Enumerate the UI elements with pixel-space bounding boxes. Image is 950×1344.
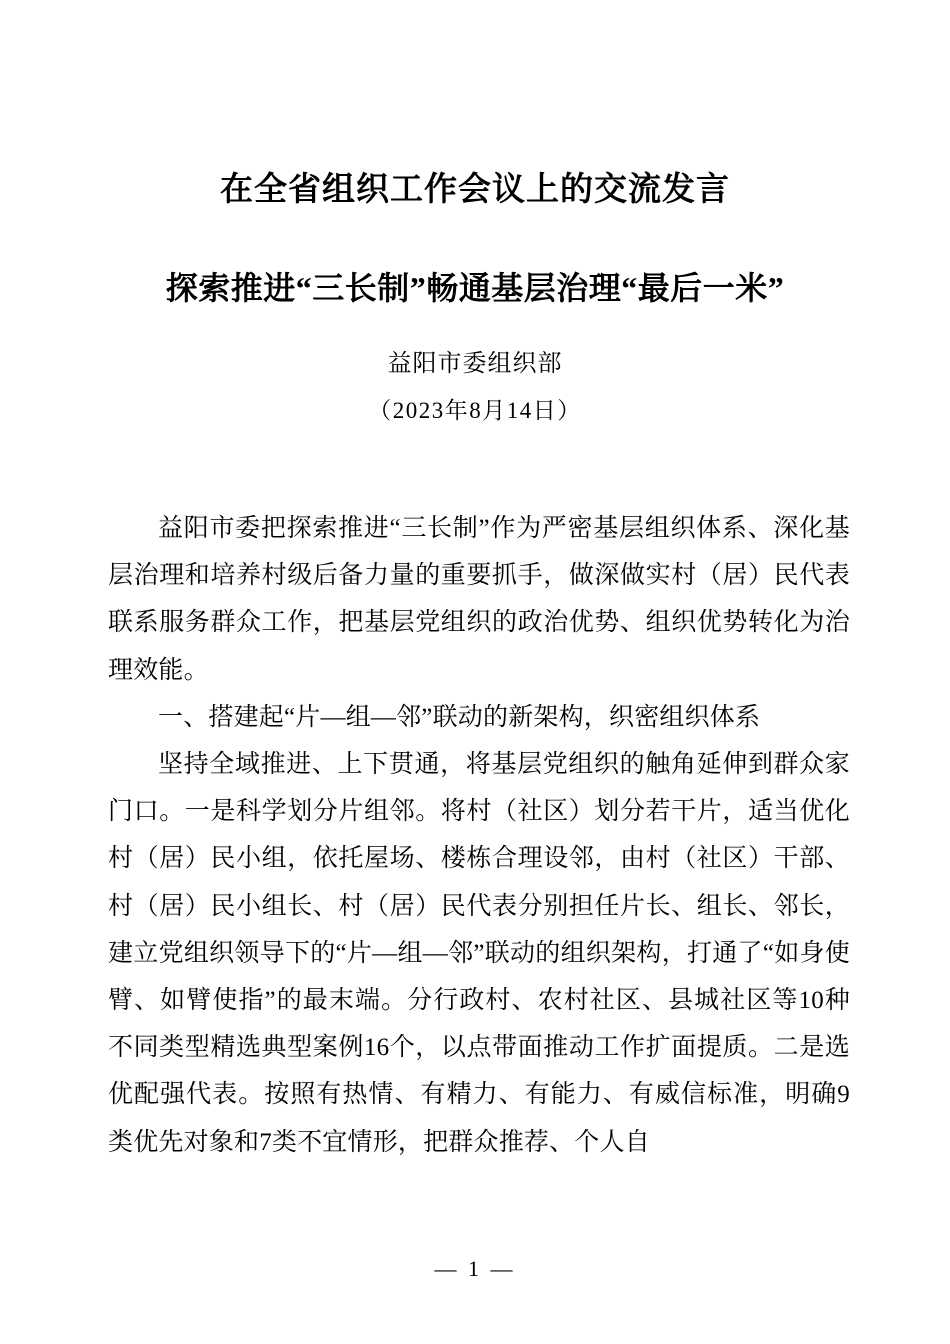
page-number-footer: — 1 — [434,1256,516,1281]
document-date: （2023年8月14日） [368,398,582,423]
document-subtitle: 探索推进“三长制”畅通基层治理“最后一米” [165,270,785,306]
page-title: 在全省组织工作会议上的交流发言 [220,172,730,208]
body-paragraph: 坚持全域推进、上下贯通，将基层党组织的触角延伸到群众家门口。一是科学划分片组邻。将村（社区）划分若干片，适当优化村（居）民小组，依托屋场、楼栋合理设邻，由村（社区）干部、村（居）民小组长、村（居）民代表分别担任片长、组长、邻长，建立党组织领导下的“片—组—邻”联动的组织架构，打通了“如身使臂、如臂使指”的最末端。分行政村、农村社区、县城社区等10种不同类型精选典型案例16个，以点带面推动工作扩面提质。二是选优配强代表。按照有热情、有精力、有能力、有威信标准，明确9类优先对象和7类不宜情形，把群众推荐、个人自 [108,751,850,1156]
document-body [108,505,850,1166]
document-byline: 益阳市委组织部 [387,351,563,377]
document-header [0,168,950,429]
body-paragraph: 益阳市委把探索推进“三长制”作为严密基层组织体系、深化基层治理和培养村级后备力量的重要抓手，做深做实村（居）民代表联系服务群众工作，把基层党组织的政治优势、组织优势转化为治理效能。 [108,515,850,684]
section-heading-one: 一、搭建起“片—组—邻”联动的新架构，织密组织体系 [158,703,761,731]
